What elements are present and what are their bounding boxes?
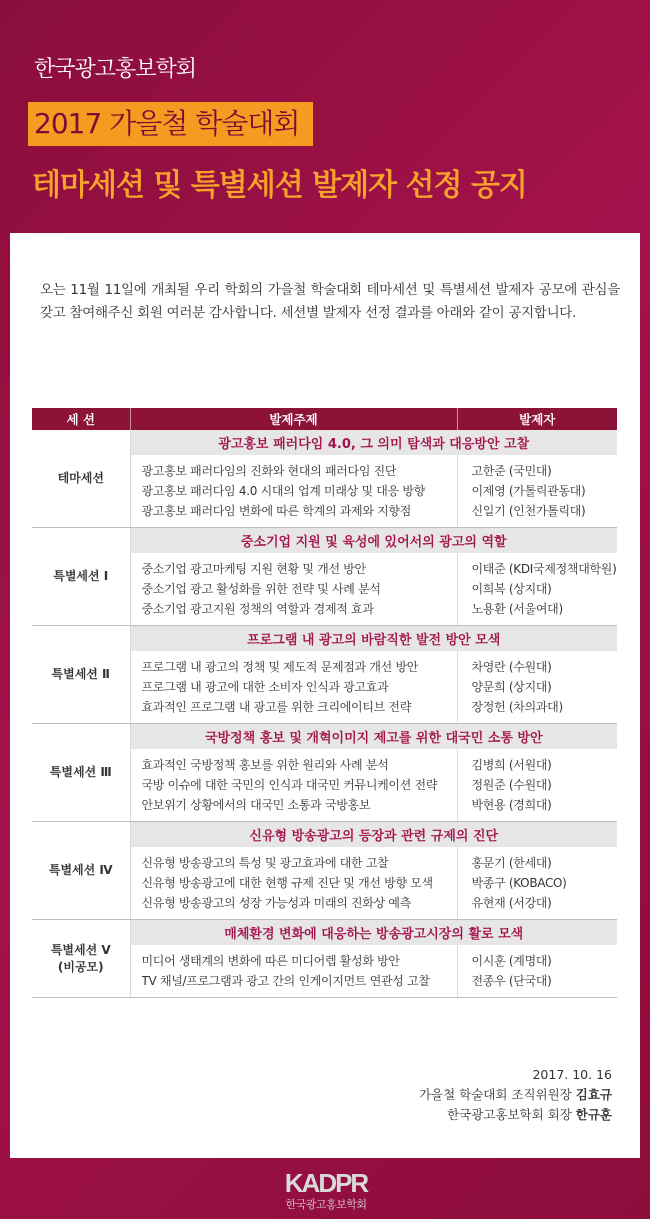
session-theme: 중소기업 지원 및 육성에 있어서의 광고의 역할 [130,528,617,554]
logo-text: 한국광고홍보학회 [285,1198,367,1211]
presenter-item: 신일기 (인천가톨릭대) [471,504,586,518]
org-name: 한국광고홍보학회 [34,57,197,82]
session-name-label: 테마세션 [57,471,104,485]
session-theme-row [32,528,617,554]
session-topics [130,945,457,998]
topic-item: 광고홍보 패러다임 4.0 시대의 업계 미래상 및 대응 방향 [141,484,425,498]
header-topic: 발제주제 [130,408,457,430]
presenter-item: 이시훈 (계명대) [471,954,552,968]
topic-item: 광고홍보 패러다임 변화에 따른 학계의 과제와 지향점 [141,504,412,518]
topic-item: 중소기업 광고마케팅 지원 현황 및 개선 방안 [141,562,366,576]
session-topics [130,651,457,724]
table-header-row [32,408,617,430]
session-theme-row [32,724,617,750]
session-theme-row [32,626,617,652]
signer-name-2: 한규훈 [575,1107,612,1122]
session-topics [130,553,457,626]
content-card [10,233,640,1158]
topic-item: 프로그램 내 광고의 정책 및 제도적 문제점과 개선 방안 [141,660,419,674]
session-theme: 광고홍보 패러다임 4.0, 그 의미 탐색과 대응방안 고찰 [130,430,617,455]
session-theme-row [32,920,617,946]
session-theme-row [32,822,617,848]
session-name [32,626,130,724]
session-name [32,724,130,822]
presenter-item: 양문희 (상지대) [471,680,552,694]
session-name [32,920,130,998]
presenter-item: 홍문기 (한세대) [471,856,552,870]
topic-item: 국방 이슈에 대한 국민의 인식과 대국민 커뮤니케이션 전략 [141,778,438,792]
presenter-item: 고한준 (국민대) [471,464,552,478]
session-topics [130,455,457,528]
intro-paragraph: 오는 11월 11일에 개최될 우리 학회의 가을철 학술대회 테마세션 및 특별세션 발제자 공모에 관심을 갖고 참여해주신 회원 여러분 감사합니다. 세션별 발제자 선정 결과를 아래와 같이 공지합니다. [40,282,620,321]
presenter-item: 이희복 (상지대) [471,582,552,596]
session-name-label: 특별세션 Ⅴ [50,942,111,957]
topic-item: 효과적인 프로그램 내 광고를 위한 크리에이티브 전략 [141,700,412,714]
session-name-label: 특별세션 Ⅰ [53,569,109,583]
topic-item: 신유형 방송광고의 성장 가능성과 미래의 진화상 예측 [141,896,412,910]
presenter-item: 장정헌 (차의과대) [471,700,563,714]
topic-item: 효과적인 국방정책 홍보를 위한 원리와 사례 분석 [141,758,389,772]
presenter-item: 유현재 (서강대) [471,896,552,910]
presenter-item: 이태준 (KDI국제정책대학원) [471,562,617,576]
notice-subtitle: 테마세션 및 특별세션 발제자 선정 공지 [32,168,527,203]
session-topics [130,749,457,822]
session-presenters [457,945,617,998]
presenter-item: 이제영 (가톨릭관동대) [471,484,586,498]
session-presenters [457,553,617,626]
topic-item: 중소기업 광고지원 정책의 역할과 경제적 효과 [141,602,374,616]
signature-block [419,1065,612,1125]
topic-item: 미디어 생태계의 변화에 따른 미디어렙 활성화 방안 [141,954,400,968]
session-name-label: 특별세션 Ⅲ [49,765,112,779]
presenter-item: 전종우 (단국대) [471,974,552,988]
session-name-note: (비공모) [57,959,104,974]
session-name [32,528,130,626]
notice-date: 2017. 10. 16 [532,1067,612,1082]
session-presenters [457,847,617,920]
session-topics [130,847,457,920]
presenter-item: 노용환 (서울여대) [471,602,563,616]
footer-logo [282,1168,370,1212]
session-presenters [457,455,617,528]
topic-item: 안보위기 상황에서의 대국민 소통과 국방홍보 [141,798,371,812]
session-theme: 국방정책 홍보 및 개혁이미지 제고를 위한 대국민 소통 방안 [130,724,617,750]
header-session: 세 션 [32,408,130,430]
logo-mark: KADPR [284,1168,368,1198]
presenter-item: 정원준 (수원대) [471,778,552,792]
session-name-label: 특별세션 Ⅱ [51,667,110,681]
topic-item: 중소기업 광고 활성화를 위한 전략 및 사례 분석 [141,582,381,596]
topic-item: 신유형 방송광고의 특성 및 광고효과에 대한 고찰 [141,856,389,870]
topic-item: 신유형 방송광고에 대한 현행 규제 진단 및 개선 방향 모색 [141,876,433,890]
presenter-item: 김병희 (서원대) [471,758,552,772]
topic-item: 프로그램 내 광고에 대한 소비자 인식과 광고효과 [141,680,389,694]
session-name [32,822,130,920]
signer-line-1: 가을철 학술대회 조직위원장 김효규 [418,1087,612,1102]
session-theme: 프로그램 내 광고의 바람직한 발전 방안 모색 [130,626,617,652]
session-name [32,430,130,528]
presenter-item: 박종구 (KOBACO) [471,876,567,890]
topic-item: TV 채널/프로그램과 광고 간의 인게이지먼트 연관성 고찰 [141,974,430,988]
header-presenter: 발제자 [457,408,617,430]
session-table [32,408,617,998]
session-theme: 신유형 방송광고의 등장과 관련 규제의 진단 [130,822,617,848]
presenter-item: 박현용 (경희대) [471,798,552,812]
session-theme-row [32,430,617,455]
session-theme: 매체환경 변화에 대응하는 방송광고시장의 활로 모색 [130,920,617,946]
session-presenters [457,651,617,724]
presenter-item: 차영란 (수원대) [471,660,552,674]
event-title: 2017 가을철 학술대회 [28,102,313,146]
session-name-label: 특별세션 Ⅳ [48,863,113,877]
session-presenters [457,749,617,822]
topic-item: 광고홍보 패러다임의 진화와 현대의 패러다임 진단 [141,464,397,478]
signer-name-1: 김효규 [575,1087,612,1102]
signer-line-2: 한국광고홍보학회 회장 한규훈 [447,1107,612,1122]
